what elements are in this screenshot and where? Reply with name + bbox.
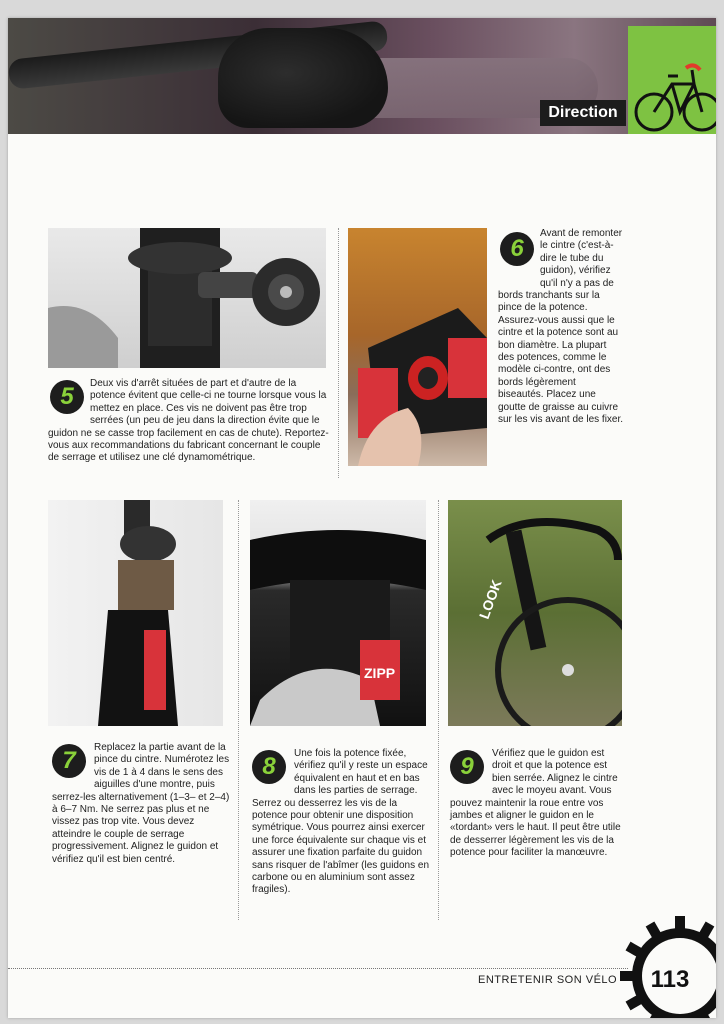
fork-stem-illustration bbox=[48, 500, 223, 726]
step-text: Replacez la partie avant de la pince du cintre. Numérotez les vis de 1 à 4 dans le sens des aiguilles d'une montre, puis serrez-les alternativement (1–3– et 2–4) à 6–7 Nm. Ne serrez pas plus et ne vissez pas trop vite. Vous devez atteindre le couple de serrage progressivement. Alignez le guidon et vérifiez qu'il est bien centré. bbox=[52, 742, 230, 865]
bike-icon-badge bbox=[628, 26, 716, 134]
photo-step-6 bbox=[348, 228, 487, 466]
photo-step-8 bbox=[250, 500, 426, 726]
photo-step-9 bbox=[448, 500, 622, 726]
step-number-badge: 6 bbox=[500, 232, 534, 266]
step-text: Vérifiez que le guidon est droit et que la potence est bien serrée. Alignez le cintre avec le moyeu avant. Vous pouvez maintenir la roue entre vos jambes et aligner le guidon en le «tordant» vers le haut. Il peut être utile de desserrer légèrement les vis de la potence pour faciliter la manœuvre. bbox=[450, 748, 621, 859]
step-5 bbox=[48, 378, 330, 465]
step-text: Avant de remonter le cintre (c'est-à-dire le tube du guidon), vérifiez qu'il n'y a pas de bords tranchants sur la pince de la potence. Assurez-vous aussi que le cintre et la potence sont au bon diamètre. La plupart des potences, comme le modèle ci-contre, ont des bords légèrement biseautés. Placez une goutte de graisse au cuivre sur les vis avant de les fixer. bbox=[498, 228, 624, 426]
step-9 bbox=[450, 748, 626, 860]
footer-rule bbox=[8, 968, 628, 969]
step-number-badge: 5 bbox=[50, 380, 84, 414]
look-label: LOOK bbox=[475, 577, 505, 622]
page-number: 113 bbox=[650, 966, 690, 993]
column-divider bbox=[438, 500, 439, 920]
step-8 bbox=[252, 748, 432, 897]
column-divider bbox=[338, 228, 339, 478]
glove-shape bbox=[218, 28, 388, 128]
stem-clamp-illustration bbox=[348, 228, 487, 466]
bicycle-icon bbox=[628, 56, 716, 134]
step-number-badge: 9 bbox=[450, 750, 484, 784]
bike-front-illustration bbox=[448, 500, 622, 726]
zipp-label: ZIPP bbox=[364, 665, 396, 681]
stem-bolts-illustration bbox=[48, 228, 326, 368]
footer-title: ENTRETENIR SON VÉLO bbox=[478, 974, 618, 986]
step-7 bbox=[52, 742, 232, 866]
step-text: Deux vis d'arrêt situées de part et d'autre de la potence évitent que celle-ci ne tourne lorsque vous la mettez en place. Ces vis ne doivent pas être trop serrées (un peu de jeu dans la direction évite que le guidon ne se casse trop facilement en cas de chute). Reportez-vous aux recommandations du fabricant concernant le couple de serrage et utilisez une clé dynamométrique. bbox=[48, 378, 329, 464]
photo-step-5 bbox=[48, 228, 326, 368]
step-6 bbox=[498, 228, 624, 427]
book-page bbox=[8, 18, 716, 1018]
photo-step-7 bbox=[48, 500, 223, 726]
stem-faceplate-illustration bbox=[250, 500, 426, 726]
step-number-badge: 8 bbox=[252, 750, 286, 784]
section-title: Direction bbox=[540, 100, 626, 126]
step-text: Une fois la potence fixée, vérifiez qu'il y reste un espace équivalent en haut et en bas dans les parties de serrage. Serrez ou desserrez les vis de la potence pour obtenir une disposition symétrique. Vous pourrez ainsi exercer une force équivalente sur chaque vis et assurer une fixation parfaite du guidon sans risquer de l'abîmer (les guidons en carbone ou en aluminium sont assez fragiles). bbox=[252, 748, 430, 896]
column-divider bbox=[238, 500, 239, 920]
step-number-badge: 7 bbox=[52, 744, 86, 778]
